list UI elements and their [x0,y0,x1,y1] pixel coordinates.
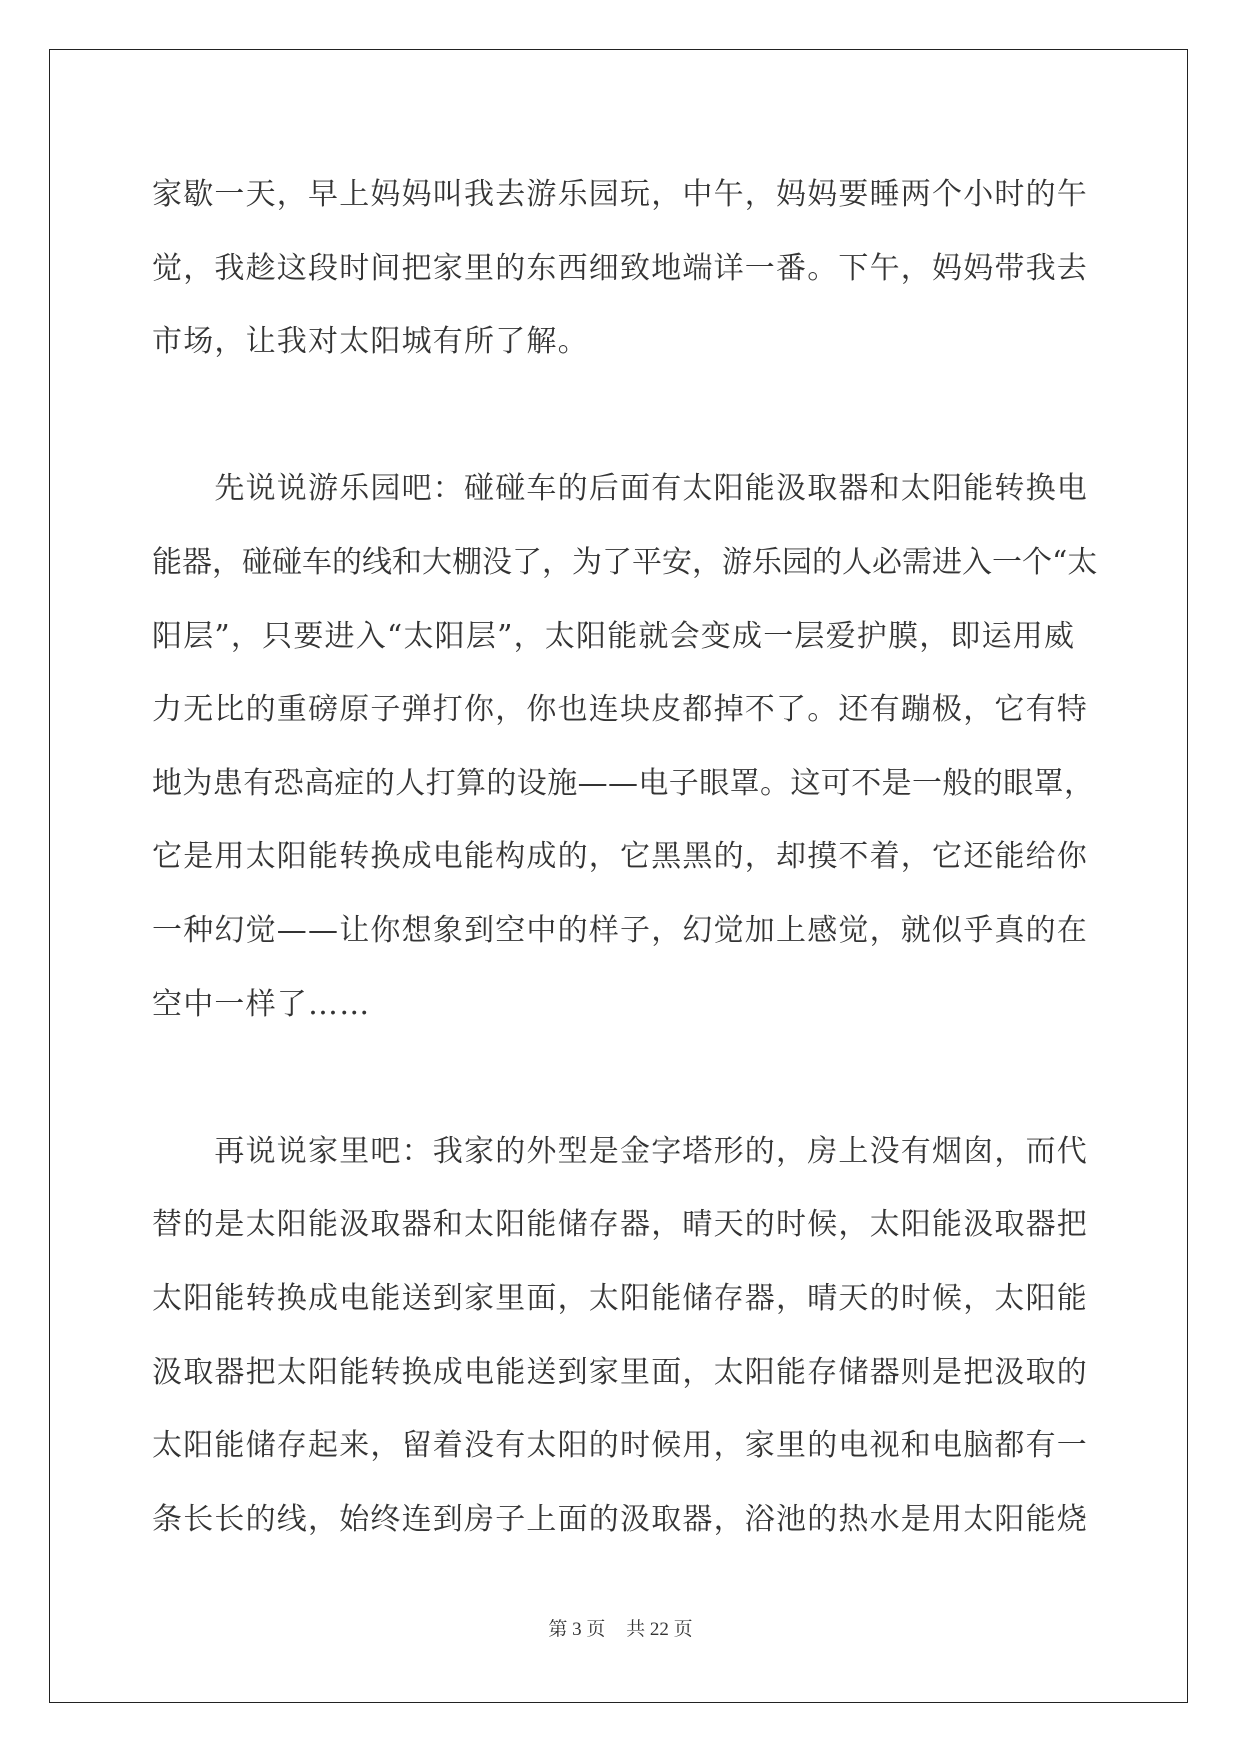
page-total: 共 22 页 [626,1619,693,1640]
page-number: 第 3 页 [548,1619,606,1640]
text-line: 地为患有恐高症的人打算的设施——电子眼罩。这可不是一般的眼罩， [152,765,1095,801]
text-line: 先说说游乐园吧：碰碰车的后面有太阳能汲取器和太阳能转换电 [152,471,1088,507]
text-line: 条长长的线，始终连到房子上面的汲取器，浴池的热水是用太阳能烧 [152,1501,1088,1537]
text-line: 它是用太阳能转换成电能构成的，它黑黑的，却摸不着，它还能给你 [152,839,1088,875]
page-footer [0,1614,1241,1641]
text-line: 觉，我趁这段时间把家里的东西细致地端详一番。下午，妈妈带我去 [152,250,1088,286]
text-line: 能器，碰碰车的线和大棚没了，为了平安，游乐园的人必需进入一个“太 [152,544,1098,580]
text-line: 汲取器把太阳能转换成电能送到家里面，太阳能存储器则是把汲取的 [152,1354,1088,1390]
text-line: 太阳能储存起来，留着没有太阳的时候用，家里的电视和电脑都有一 [152,1428,1088,1464]
text-line: 阳层”，只要进入“太阳层”，太阳能就会变成一层爱护膜，即运用威 [152,618,1076,654]
text-line: 一种幻觉——让你想象到空中的样子，幻觉加上感觉，就似乎真的在 [152,912,1088,948]
blank-line [152,379,1097,453]
blank-line [152,1041,1097,1115]
text-line: 市场，让我对太阳城有所了解。 [152,324,589,360]
text-line: 家歇一天，早上妈妈叫我去游乐园玩，中午，妈妈要睡两个小时的午 [152,177,1088,212]
document-body [152,158,1097,1556]
text-line: 替的是太阳能汲取器和太阳能储存器，晴天的时候，太阳能汲取器把 [152,1207,1088,1243]
text-line: 力无比的重磅原子弹打你，你也连块皮都掉不了。还有蹦极，它有特 [152,692,1088,728]
text-line: 再说说家里吧：我家的外型是金字塔形的，房上没有烟囱，而代 [152,1133,1088,1169]
text-line: 太阳能转换成电能送到家里面，太阳能储存器，晴天的时候，太阳能 [152,1280,1088,1316]
text-line: 空中一样了…… [152,986,371,1022]
